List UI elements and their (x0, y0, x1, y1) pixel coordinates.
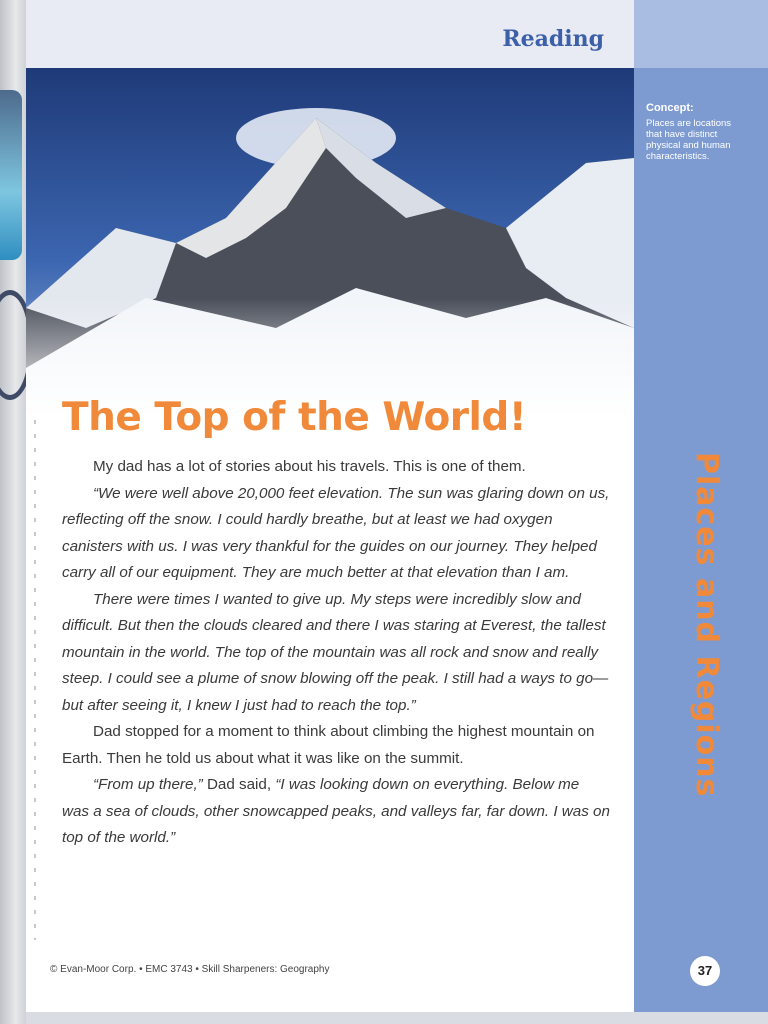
story-paragraph: There were times I wanted to give up. My steps were incredibly slow and difficult. But then the clouds cleared and there I was staring at Everest, the tallest mountain in the world. The top of the mountain was all rock and snow and really steep. I could see a plume of snow blowing off the peak. I still had a ways to go—but after seeing it, I knew I just had to reach the top.” (62, 590, 609, 714)
story-paragraph: Dad stopped for a moment to think about climbing the highest mountain on Earth. Then he told us about what it was like on the summit. (62, 723, 595, 767)
unit-title: Places and Regions (689, 452, 724, 798)
adjacent-page-edge (0, 0, 26, 1024)
workbook-page (26, 0, 768, 1012)
concept-title: Concept: (646, 102, 694, 114)
page-number: 37 (690, 956, 720, 986)
page-margin-dashes (34, 420, 36, 940)
page-footer: © Evan-Moor Corp. • EMC 3743 • Skill Sharpeners: Geography (50, 964, 330, 975)
story-body (62, 454, 610, 852)
quote-part: “I was looking down on everything. Below me was a sea of clouds, other snowcapped peaks, and valleys far, far down. I was on top of the world.” (62, 776, 610, 846)
story-paragraph: “We were well above 20,000 feet elevation. The sun was glaring down on us, reflecting off the snow. I could hardly breathe, but at least we had oxygen canisters with us. I was very thankful for the guides on our journey. They helped carry all of our equipment. They are much better at that elevation than I am. (62, 484, 610, 581)
story-paragraph (62, 772, 610, 852)
concept-text: Places are locations that have distinct physical and human characteristics. (646, 118, 732, 162)
section-label: Reading (502, 26, 604, 52)
mountain-peak-icon (26, 68, 634, 418)
header-band (26, 0, 634, 68)
sidebar-header-band (634, 0, 768, 68)
mountain-photo (26, 68, 634, 418)
sidebar (634, 0, 768, 1012)
adjacent-page-illustration (0, 90, 22, 260)
quote-attribution: Dad said, (202, 776, 276, 793)
story-paragraph: My dad has a lot of stories about his travels. This is one of them. (93, 458, 526, 475)
quote-part: “From up there,” (93, 776, 203, 793)
story-title: The Top of the World! (62, 395, 527, 440)
